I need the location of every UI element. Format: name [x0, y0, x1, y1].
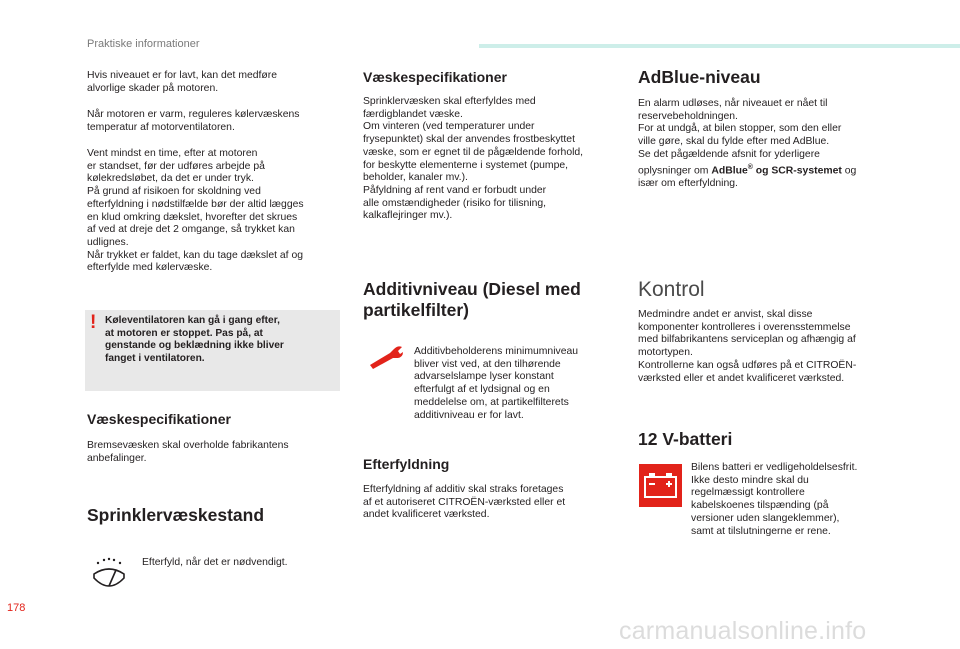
- control-text-wrap: [638, 309, 893, 385]
- battery-icon: [639, 464, 682, 507]
- battery-text-wrap: [691, 462, 901, 538]
- brake-fluid-text-wrap: [87, 440, 342, 465]
- additive-heading-wrap: [363, 279, 618, 321]
- paragraph-washer-spec: Sprinklervæsken skal efterfyldes med færdigblandet væske. Om vinteren (ved temperaturer under frysepunktet) skal der anvendes frostbeskyttet væske, som er egnet til de pågældende forhold, for beskytte elementerne i systemet (pumpe, beholder, kanaler mv.). Påfyldning af rent vand er forbudt under alle omstændigheder (risiko for tilisning, kalkaflejringer mv.).: [363, 96, 584, 222]
- section-label: Praktiske informationer: [87, 38, 200, 50]
- heading-additive-line1: Additivniveau (Diesel med: [363, 279, 581, 299]
- header-accent-bar: [479, 44, 960, 48]
- heading-battery: 12 V-batteri: [638, 429, 733, 449]
- page-number: 178: [7, 602, 26, 614]
- warning-box: [85, 310, 340, 391]
- watermark: carmanualsonline.info: [619, 617, 867, 645]
- heading-washer-level: Sprinklervæskestand: [87, 505, 265, 525]
- paragraph-additive: Additivbeholderens minimumniveau bliver vist ved, at den tilhørende advarselslampe lyser konstant efterfulgt af et lydsignal og en meddelelse om, at partikelfilterets additivniveau er for lavt.: [414, 346, 579, 421]
- scr-system-bold: og SCR-systemet: [752, 164, 842, 176]
- heading-adblue: AdBlue-niveau: [638, 67, 761, 87]
- paragraph-adblue: [638, 98, 893, 190]
- heading-brake-spec: Væskespecifikationer: [87, 411, 231, 427]
- paragraph-battery: Bilens batteri er vedligeholdelsesfrit. Ikke desto mindre skal du regelmæssigt kontrollere kabelskoenes tilspænding (på versioner uden slangeklemmer), samt at tilslutningerne er rene.: [691, 462, 858, 537]
- paragraph-control: Medmindre andet er anvist, skal disse komponenter kontrolleres i overensstemmelse med bilfabrikantens serviceplan og afhængig af motortypen. Kontrollerne kan også udføres på et CITROËN- værksted eller et andet kvalificeret værksted.: [638, 309, 857, 384]
- left-column-p3: [87, 148, 342, 275]
- warning-icon: !: [90, 312, 97, 333]
- left-column: [87, 70, 342, 95]
- heading-refill: Efterfyldning: [363, 456, 450, 472]
- paragraph-washer-refill: Efterfyld, når det er nødvendigt.: [142, 557, 288, 568]
- heading-additive-line2: partikelfilter): [363, 300, 469, 320]
- paragraph-wait-hour: Vent mindst en time, efter at motoren er standset, før der udføres arbejde på kølekredsløbet, da det er under tryk. På grund af risikoen for skoldning ved efterfyldning i nødstilfælde bør der altid lægges en klud omkring dækslet, hvorefter det skrues af ved at dreje det 2 omgange, så trykket kan udlignes. Når trykket er faldet, kan du tage dækslet af og efterfylde med kølervæske.: [87, 148, 304, 274]
- washer-section: [87, 505, 342, 526]
- adblue-text-part2: og især om efterfyldning.: [638, 164, 857, 189]
- adblue-bold: AdBlue: [711, 164, 748, 176]
- refill-text-wrap: [363, 484, 618, 522]
- adblue-registered-mark: ®: [747, 163, 753, 171]
- refill-heading-wrap: [363, 456, 618, 472]
- paragraph-low-level: Hvis niveauet er for lavt, kan det medføre alvorlige skader på motoren.: [87, 70, 277, 94]
- heading-control: Kontrol: [638, 278, 705, 301]
- control-heading-wrap: [638, 278, 893, 302]
- paragraph-brake-spec: Bremsevæsken skal overholde fabrikantens anbefalinger.: [87, 440, 289, 464]
- battery-heading-wrap: [638, 429, 893, 450]
- middle-spec-section: [363, 69, 618, 85]
- additive-text-wrap: [414, 346, 624, 422]
- brake-fluid-section: [87, 411, 342, 427]
- washer-fluid-icon: [88, 556, 130, 596]
- adblue-text-wrap: [638, 98, 893, 190]
- adblue-text-part1: En alarm udløses, når niveauet er nået til reservebeholdningen. For at undgå, at bilen stopper, som den eller ville gøre, skal du fylde efter med AdBlue. Se det pågældende afsnit for yderligere oplysninger om: [638, 98, 842, 176]
- additive-wrench-icon: [366, 343, 404, 371]
- washer-text-wrap: [142, 557, 397, 570]
- paragraph-engine-warm: Når motoren er varm, reguleres kølervæskens temperatur af motorventilatoren.: [87, 109, 300, 133]
- paragraph-refill: Efterfyldning af additiv skal straks foretages af et autoriseret CITROËN-værksted eller et andet kvalificeret værksted.: [363, 484, 566, 521]
- left-column-p2: [87, 109, 342, 134]
- heading-washer-spec: Væskespecifikationer: [363, 69, 507, 85]
- adblue-heading-wrap: [638, 67, 893, 88]
- middle-spec-text-wrap: [363, 96, 618, 223]
- warning-text: Køleventilatoren kan gå i gang efter, at motoren er stoppet. Pas på, at genstande og beklædning ikke bliver fanget i ventilatoren.: [105, 315, 284, 365]
